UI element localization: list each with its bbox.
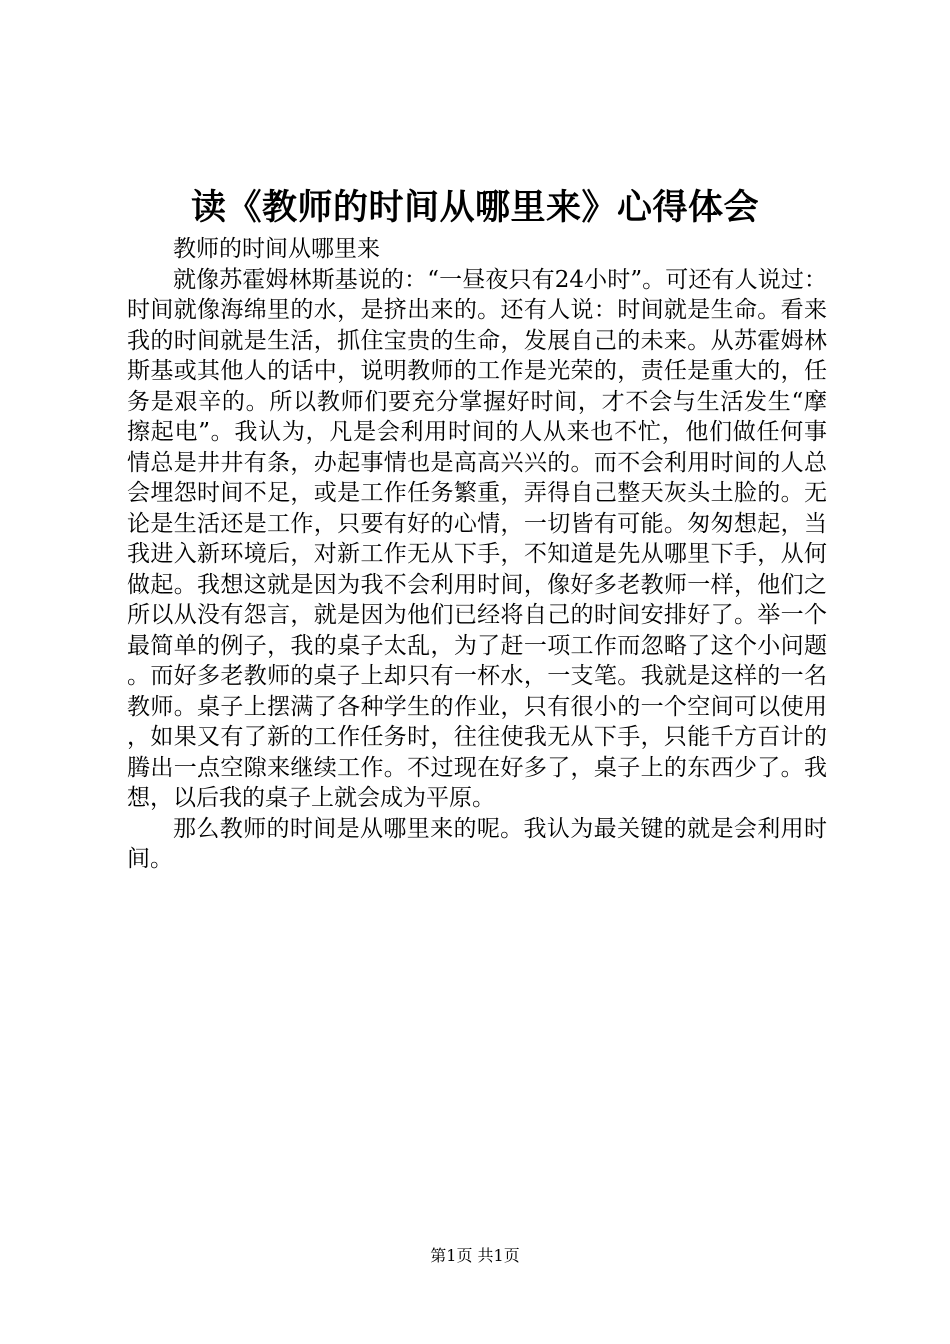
- document-body: [127, 234, 827, 875]
- paragraph-conclusion: 那么教师的时间是从哪里来的呢。我认为最关键的就是会利用时间。: [127, 815, 827, 872]
- document-title: 读《教师的时间从哪里来》心得体会: [190, 188, 759, 228]
- paragraph-main: 就像苏霍姆林斯基说的：“一昼夜只有24小时”。可还有人说过：时间就像海绵里的水，是挤出来的。还有人说：时间就是生命。看来我的时间就是生活，抓住宝贵的生命，发展自己的未来。从苏霍姆林斯基或其他人的话中，说明教师的工作是光荣的，责任是重大的，任务是艰辛的。所以教师们要充分掌握好时间，才不会与生活发生“摩擦起电”。我认为，凡是会利用时间的人从来也不忙，他们做任何事情总是井井有条，办起事情也是高高兴兴的。而不会利用时间的人总会埋怨时间不足，或是工作任务繁重，弄得自己整天灰头土脸的。无论是生活还是工作，只要有好的心情，一切皆有可能。匆匆想起，当我进入新环境后，对新工作无从下手，不知道是先从哪里下手，从何做起。我想这就是因为我不会利用时间，像好多老教师一样，他们之所以从没有怨言，就是因为他们已经将自己的时间安排好了。举一个最简单的例子，我的桌子太乱，为了赶一项工作而忽略了这个小问题。而好多老教师的桌子上却只有一杯水，一支笔。我就是这样的一名教师。桌子上摆满了各种学生的作业，只有很小的一个空间可以使用，如果又有了新的工作任务时，往往使我无从下手，只能千方百计的腾出一点空隙来继续工作。不过现在好多了，桌子上的东西少了。我想，以后我的桌子上就会成为平原。: [127, 266, 827, 811]
- page-footer: 第1页 共1页: [430, 1246, 520, 1265]
- paragraph-subtitle: 教师的时间从哪里来: [173, 236, 380, 262]
